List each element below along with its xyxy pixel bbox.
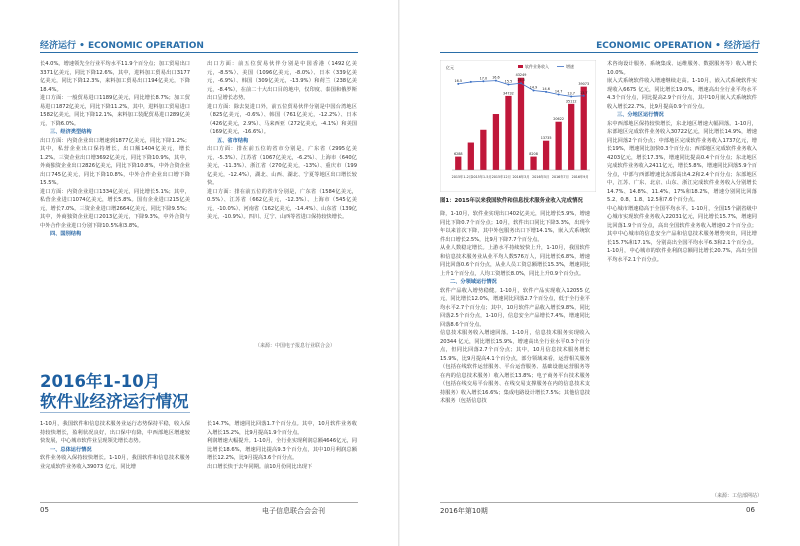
chart-growth-point [545, 91, 547, 93]
chart-growth-label: 13.7 [579, 90, 588, 95]
chart-bar [493, 114, 499, 170]
left-column-1 [40, 60, 190, 239]
chart-growth-label: 16.5 [454, 78, 463, 83]
chart-bar-label: 35112 [565, 99, 577, 104]
chart-growth-point [482, 80, 484, 82]
article-title-line1: 2016年1-10月 [40, 372, 161, 391]
footer-rule [440, 502, 758, 503]
paragraph: 信息技术服务收入增速回落。1-10月，信息技术服务实现收入20344 亿元，同比增长15.9%，增速高出全行业水平0.3个百分点，但同比回落2.7个百分点；其中，10月信息技术服务增长15.9%，比9月提高4.1个百分点，部分领域来看，运营相关服务（包括在线软件运营服务、平台运营服务、基础设施运营服务等在内的信息技术服务）收入增长13.8%；电子商务平台技术服务（包括在线交易平台服务、在线交易支撑服务在内的信息技术支持服务）收入增长16.6%；集成电路设计增长7.5%；其他信息技术服务（包括信息技 [440, 330, 590, 404]
chart-bar-label: 20622 [553, 117, 565, 122]
chart-x-tick-label: 2015年12月 [491, 175, 511, 179]
paragraph: 东中西部地区保持较快增长，东北地区增速大幅回落。1-10月，东部地区完成软件业务收入30722亿元，同比增长14.9%，增速同比回落2个百分点；中部地区完成软件业务收入1737亿元，增长19%，增速同比加快0.3个百分点；西部地区完成软件业务收入4203亿元，增长17.3%，增速同比提高0.4个百分点；东北地区完成软件业务收入2411亿元，增长5.8%，增速同比回落5.9个百分点，中部与西部增速比东部高出4.2和2.4个百分点；东部地区中，江苏、广东、北京、山东、浙江完成软件业务收入分别增长14.7%、14.8%、11.4%、17%和18.2%，增速分别同比回落5.2、0.8、1.8、12.5和7.6个百分点。 [607, 120, 757, 203]
left-column-2 [207, 60, 357, 222]
title-rule [40, 412, 190, 413]
chart-bar [468, 143, 474, 170]
chart-caption: 图1：2015年以来我国软件和信息技术服务业收入完成情况 [440, 198, 583, 204]
paragraph: 出口方面：排在前五位的省市分别是，广东省（2995亿美元，-5.3%）、江苏省（1067亿美元，-6.2%）、上海市（640亿美元，-11.3%）、浙江省（270亿美元，-13%）、重庆市（199亿美元，-12.4%），湖北、山西、湖北、宁夏等地区出口增长较快。 [207, 146, 357, 186]
chart-growth-point [520, 82, 522, 84]
chart-bar-label: 34732 [503, 91, 514, 96]
paragraph: 从业人数稳定增长。上游水平持续较快上升，1-10月，我国软件和信息技术服务业从业平均人数576万人，同比增长6.8%，增速同比回落0.6个百分点，从业人员工资总额增长15.3%，增速同比上升1个百分点，人均工资增长8.0%，同比上升0.9个百分点。 [440, 245, 590, 277]
chart-growth-label: 14.7 [554, 89, 563, 94]
footer-title: 2016年第10期 [440, 507, 488, 515]
chart-bar [518, 78, 524, 170]
section-heading: 一、总体运行情况 [50, 446, 92, 453]
chart-x-tick-label: 2016年3月 [512, 175, 530, 179]
revenue-chart-svg [440, 60, 596, 192]
chart-growth-point [470, 81, 472, 83]
chart-x-tick-label: 2016年9月 [571, 175, 589, 179]
chart-growth-label: 17.0 [479, 76, 488, 81]
section-heading: 四、国别结构 [50, 231, 82, 237]
legend-bar-swatch [518, 65, 523, 68]
paragraph: 进口方面：除去复进口外，前五位贸易伙伴分别是中国台湾地区（825亿美元，-0.6%）、韩国（761亿美元，-12.2%）、日本（426亿美元，2.9%）、马来西亚（272亿美元，-4.1%）和美国（169亿美元，-16.6%）。 [207, 103, 357, 135]
paragraph: 嵌入式系统软件收入增速继续走高。1-10月，嵌入式系统软件实现收入6675 亿元，同比增长19.0%，增速高出全行业平均水平4.3个百分点，同比提高2.9个百分点，其中10月嵌入式系统软件收入增长22.7%，比9月提高0.9个百分点。 [607, 78, 757, 110]
chart-bar [530, 157, 536, 170]
chart-growth-point [558, 93, 560, 95]
legend-bar-label: 软件业务收入 [525, 64, 549, 69]
chart-growth-point [533, 90, 535, 92]
section-heading: 二、分领域运行情况 [450, 279, 497, 285]
chart-growth-point [570, 95, 572, 97]
paragraph: 降，1-10月，软件业实现出口402亿美元，同比增长5.9%，增速同比下降0.7个百分点；10月，软件出口同比下降3.3%，出现今年以来首次下降，其中外包服务出口下增14.1%，嵌入式系统软件出口增长2.5%，比9月下降7.7个百分点。 [440, 211, 590, 243]
page-number: 05 [40, 506, 49, 514]
header-rule [40, 52, 358, 53]
article-title-line2: 软件业经济运行情况 [40, 392, 189, 411]
header-rule [440, 52, 758, 53]
chart-growth-label: 16.6 [492, 75, 500, 80]
chart-bar [543, 141, 549, 170]
chart-bar [505, 96, 511, 170]
chart-growth-point [507, 84, 509, 86]
right-column-1 [440, 210, 590, 406]
source-note: （来源：中国电子报息行业联合会） [255, 343, 336, 349]
chart-y-axis-label: 亿元 [446, 65, 454, 70]
chart-bar-label: 6288 [453, 152, 463, 157]
chart-bar [556, 122, 562, 170]
chart-bar [455, 157, 461, 170]
chart-growth-label: 14.9 [529, 85, 538, 90]
chart-growth-label: 15.3 [517, 78, 525, 83]
chart-growth-point [457, 83, 459, 85]
paragraph: 术咨询设计服务、系统集成、运维服务、数据服务等）收入增长10.0%。 [607, 61, 757, 76]
footer-title: 电子信息联合会会刊 [262, 507, 325, 515]
paragraph: 中心城市增速稳高于全国平均水平。1-10月，全国15个副省级中心城市实现软件业务收入22031亿元，同比增长15.7%，增速同比回落1.9个百分点，高出全国软件业务收入增速0.2个百分点；其中中心城市的信息安全产品和信息技术服务增势突出，同比增长15.7%和17.1%，分别高出全国平均水平6.3和2.1个百分点。1-10月，中心城市的软件业利润总额同比增长20.7%，高出全国平均水平2.1个百分点。 [607, 205, 757, 263]
paragraph: 进口方面：排在前五位的省市分别是，广东省（1584亿美元，0.5%）、江苏省（662亿美元，-12.3%）、上海市（545亿美元，-10.0%）、河南省（162亿美元，-14.4%）、山东省（139亿美元，-10.9%）。四川、辽宁、山西等省进口保持较快增长。 [207, 188, 357, 220]
footer-rule [40, 502, 358, 503]
paragraph: 1-10月，我国软件和信息技术服务业运行态势保持平稳，收入保持较快增长，盈利状况良好，出口保中有降，中西部地区增速较快发展，中心城市软件业呈现领先增长态势。 [40, 421, 190, 444]
source-note: （来源：工信部网站） [712, 493, 763, 499]
paragraph: 长4.0%。增速领先全行业平均水平11.9个百分点；加工贸易出口3371亿美元，同比下降12.6%，其中，进料加工贸易出口3177亿美元，同比下降12.3%，来料加工贸易出口194亿美元，下降18.4%。 [40, 61, 190, 93]
paragraph: 进口方面：一般贸易进口1189亿美元，同比增长8.7%；加工贸易进口1872亿美元，同比下降11.2%，其中，进料加工贸易进口1582亿美元，同比下降12.1%，来料加工装配贸易进口289亿美元，下降6.0%。 [40, 95, 190, 127]
header-right: ECONOMIC OPERATION • 经济运行 [596, 41, 760, 51]
section-heading: 五、省市结构 [217, 137, 249, 144]
bottom-column-2 [207, 420, 357, 471]
paragraph: 软件产品收入增势稳健。1-10月，软件产品实现收入12055 亿元，同比增长12.0%，增速同比回落2.7个百分点，低于全行业平均水平2.7个百分点；其中，10月软件产品收入增长9.8%，同比回落2.5个百分点，1-10月，信息安全产品增长7.4%，增速同比回落8.6个百分点。 [440, 287, 590, 328]
paragraph: 出口增长快于去年同期。前10月份同比出现下 [207, 463, 313, 470]
chart-growth-point [495, 80, 497, 82]
paragraph: 进口方面：内资企业进口1334亿美元，同比增长5.1%；其中，私营企业进口1074亿美元，增长5.8%。国有企业进口215亿美元，增长7.0%。三资企业进口增2664亿美元，同比下降9.5%；其中，外商独资企业进口2013亿美元，下降9.3%，中外合资与中外合作企业进口分别下降10.5%和3.8%。 [40, 188, 190, 229]
chart-growth-point [583, 95, 585, 97]
chart-bar-label: 39073 [578, 82, 590, 87]
section-heading: 三、经济类型结构 [50, 129, 92, 135]
paragraph: 出口方面：前五位贸易伙伴分别是中国香港（1492亿美元，-8.5%）、美国（1096亿美元，-8.0%）、日本（339亿美元，-6.9%）、韩国（309亿美元，-13.9%）和荷兰（238亿美元，-8.4%），在前二十大出口目的地中，仅印度、泰国和俄罗斯出口呈增长态势。 [207, 61, 357, 101]
page-number: 06 [746, 506, 755, 514]
paragraph: 出口方面：内资企业出口增速到1877亿美元，同比下降1.2%；其中，私营企业出口保持增长，出口额1404亿美元，增长1.2%。三资企业出口增3692亿美元，同比下降10.9%，其中，外商独资企业出口2826亿美元，同比下降10.8%，中外合资企业出口745亿美元，同比下降10.8%，中外合作企业出口增下降15.5%。 [40, 137, 190, 186]
paragraph: 软件业务收入保持较快增长。1-10月，我国软件和信息技术服务业完成软件业务收入39073 亿元，同比增 [40, 455, 190, 470]
chart-bar [581, 87, 587, 170]
section-heading: 三、分地区运行情况 [617, 112, 664, 118]
chart-bar-label: 13735 [540, 136, 552, 141]
revenue-chart [440, 60, 596, 192]
chart-x-tick-label: 2016年5月 [532, 175, 550, 179]
right-column-2 [607, 60, 757, 264]
bottom-column-1 [40, 420, 190, 471]
chart-x-tick-label: 2015年1-2月 [451, 175, 473, 179]
paragraph: 长14.7%，增速同比回落1.7个百分点。其中，10月软件业务收入增长15.2%，比9月提高1.9个百分点。 [207, 421, 357, 436]
chart-bar [568, 104, 574, 170]
paragraph: 利润增速大幅提升。1-10月，全行业实现利润总额4646亿元，同比增长18.6%，增速同比提高9.3个百分点，其中10月利润总额增长12.2%，比9月提高3.6个百分点。 [207, 438, 357, 461]
chart-growth-label: 14.6 [542, 86, 550, 91]
header-left: 经济运行 • ECONOMIC OPERATION [40, 41, 204, 51]
chart-x-tick-label: 2015年1-5月 [471, 175, 492, 179]
chart-x-tick-label: 2016年7月 [551, 175, 569, 179]
chart-bar-label: 43249 [515, 73, 527, 78]
chart-growth-label: 13.7 [567, 91, 575, 96]
chart-bar-label: 8208 [529, 152, 538, 157]
chart-growth-label: 15.5 [504, 79, 513, 84]
chart-bar [480, 130, 486, 170]
legend-line-label: 增速 [566, 64, 574, 69]
